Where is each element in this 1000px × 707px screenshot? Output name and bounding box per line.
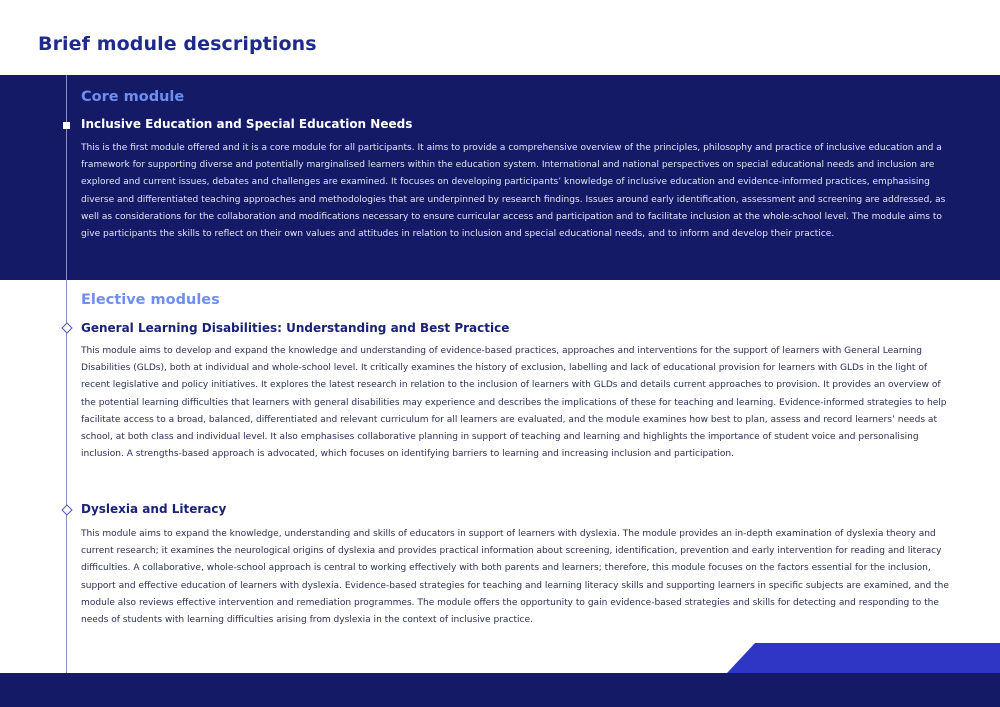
elective-section-label: Elective modules xyxy=(81,292,220,308)
footer-band xyxy=(0,673,1000,707)
core-section-label: Core module xyxy=(81,89,185,105)
elective-module-title: Dyslexia and Literacy xyxy=(81,502,227,516)
elective-module-description: This module aims to develop and expand the knowledge and understanding of evidence-based practices, approaches and interventions for the support of learners with General Learning Disabilities (GLDs), both at individual and whole-school level. It critically examines the history of exclusion, labelling and lack of educational provision for learners with GLDs in the light of recent legislative and policy initiatives. It explores the latest research in relation to the inclusion of learners with GLDs and details current approaches to provision. It provides an overview of the potential learning difficulties that learners with general disabilities may experience and describes the implications of these for teaching and learning. Evidence-informed strategies to help facilitate access to a broad, balanced, differentiated and relevant curriculum for all learners are evaluated, and the module examines how best to plan, assess and record learners’ needs at school, at both class and individual level. It also emphasises collaborative planning in support of teaching and learning and highlights the importance of student voice and personalising inclusion. A strengths-based approach is advocated, which focuses on identifying barriers to learning and increasing inclusion and participation. xyxy=(81,346,947,460)
core-module-description: This is the first module offered and it is a core module for all participants. It aims to provide a comprehensive overview of the principles, philosophy and practice of inclusive education and a framework for supporting diverse and potentially marginalised learners within the education system. International and national perspectives on special educational needs and inclusion are explored and current issues, debates and challenges are examined. It focuses on developing participants’ knowledge of inclusive education and evidence-informed practices, emphasising diverse and differentiated teaching approaches and methodologies that are underpinned by research findings. Issues around early identification, assessment and screening are addressed, as well as considerations for the collaboration and modifications necessary to ensure curricular access and participation and to facilitate inclusion at the whole-school level. The module aims to give participants the skills to reflect on their own values and attitudes in relation to inclusion and special educational needs, and to inform and develop their practice. xyxy=(81,143,946,240)
elective-module-title: General Learning Disabilities: Understanding and Best Practice xyxy=(81,321,510,335)
diamond-bullet-icon xyxy=(61,322,72,333)
footer-accent-shape xyxy=(727,643,1000,673)
diamond-bullet-icon xyxy=(61,504,72,515)
elective-module-description: This module aims to expand the knowledge, understanding and skills of educators in support of learners with dyslexia. The module provides an in-depth examination of dyslexia theory and current research; it examines the neurological origins of dyslexia and provides practical information about screening, identification, prevention and early intervention for reading and literacy difficulties. A collaborative, whole-school approach is central to working effectively with both parents and learners; therefore, this module focuses on the factors essential for the inclusion, support and effective education of learners with dyslexia. Evidence-based strategies for teaching and learning literacy skills and supporting learners in specific subjects are examined, and the module also reviews effective intervention and remediation programmes. The module offers the opportunity to gain evidence-based strategies and skills for detecting and responding to the needs of students with learning difficulties arising from dyslexia in the context of inclusive practice. xyxy=(81,529,949,626)
page-title: Brief module descriptions xyxy=(38,33,317,55)
timeline-line xyxy=(66,75,67,673)
core-module-title: Inclusive Education and Special Education Needs xyxy=(81,117,413,131)
square-bullet-icon xyxy=(63,122,70,129)
